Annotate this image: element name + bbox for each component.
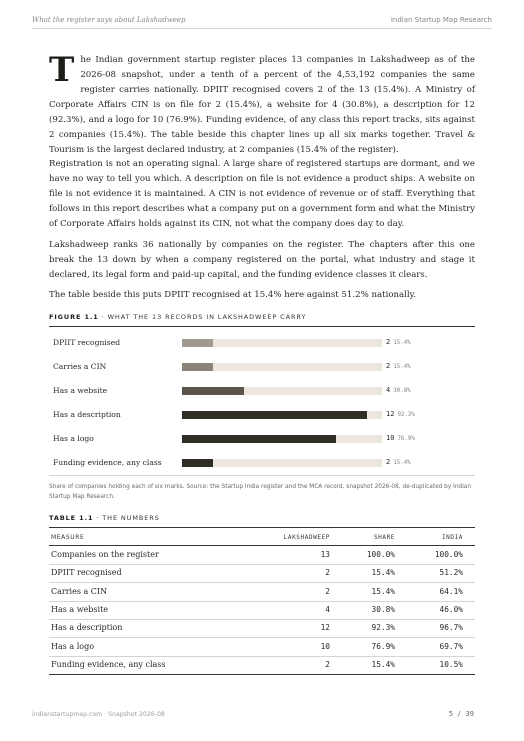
intro-paragraph	[49, 50, 475, 158]
table-row	[49, 564, 475, 583]
table-row	[49, 619, 475, 638]
running-header	[32, 13, 492, 29]
bar-count: 2	[386, 338, 391, 346]
bar-label: Has a description	[53, 410, 121, 419]
column-header-measure: MEASURE	[51, 534, 85, 541]
measure-cell: Companies on the register	[51, 550, 159, 559]
bar	[182, 339, 213, 347]
lakshadweep-cell: 4	[325, 604, 330, 614]
bar-label: Has a website	[53, 386, 108, 395]
table-number: TABLE 1.1	[49, 514, 94, 522]
table-top-rule	[49, 527, 475, 528]
bar-share: 15.4%	[393, 460, 411, 466]
bar	[182, 435, 336, 443]
total-pages: 39	[465, 710, 474, 718]
page-number	[449, 710, 474, 718]
bar-label: Funding evidence, any class	[53, 458, 162, 467]
bar-value-label	[386, 338, 411, 346]
india-cell: 64.1%	[439, 586, 463, 596]
share-cell: 15.4%	[371, 568, 395, 578]
india-cell: 10.5%	[439, 659, 463, 669]
table-row	[49, 638, 475, 657]
chart-row	[49, 383, 475, 399]
bar-label: DPIIT recognised	[53, 338, 121, 347]
table-row	[49, 656, 475, 675]
chart-row	[49, 359, 475, 375]
measure-cell: DPIIT recognised	[51, 568, 122, 578]
bar-value-label	[386, 386, 411, 394]
table-label: TABLE 1.1 · THE NUMBERS	[49, 514, 160, 522]
figure-caption: Share of companies holding each of six marks. Source: the Startup India register and the MCA record, snapshot 2026-08, de-duplicated by Indian Startup Map Research.	[49, 484, 472, 500]
bar-label: Carries a CIN	[53, 362, 107, 371]
measure-cell: Has a description	[51, 623, 123, 633]
bar-count: 10	[386, 434, 395, 442]
bar-track	[182, 387, 382, 395]
bar-value-label	[386, 410, 415, 418]
bar	[182, 363, 213, 371]
share-cell: 92.3%	[371, 623, 395, 633]
bar	[182, 459, 213, 467]
share-cell: 76.9%	[371, 641, 395, 651]
lakshadweep-cell: 10	[320, 641, 330, 651]
footer-source: indianstartupmap.com · Snapshot 2026-08	[32, 711, 165, 718]
india-cell: 69.7%	[439, 641, 463, 651]
bar-label: Has a logo	[53, 434, 94, 443]
publication-name: Indian Startup Map Research	[390, 16, 492, 24]
figure-bottom-rule	[49, 475, 475, 476]
figure-title: WHAT THE 13 RECORDS IN LAKSHADWEEP CARRY	[107, 313, 307, 321]
bar-share: 30.8%	[393, 388, 411, 394]
bar	[182, 387, 244, 395]
ranking-paragraph: Lakshadweep ranks 36 nationally by companies on the register. The chapters after this one break the 13 down by when a company registered on the portal, what industry and stage it declared, its legal form and paid-up capital, and the funding evidence classes it clears.	[49, 240, 475, 280]
bar-share: 15.4%	[393, 364, 411, 370]
table-title: THE NUMBERS	[102, 514, 160, 522]
current-page: 5	[448, 710, 453, 718]
table-row	[49, 546, 475, 565]
header-rule	[32, 28, 492, 29]
bar-count: 2	[386, 458, 391, 466]
page-separator: /	[457, 710, 462, 718]
india-cell: 100.0%	[434, 550, 463, 559]
bar-count: 4	[386, 386, 391, 394]
bar-track	[182, 459, 382, 467]
figure-label: FIGURE 1.1 · WHAT THE 13 RECORDS IN LAKSHADWEEP CARRY	[49, 313, 307, 321]
bar-share: 92.3%	[397, 412, 415, 418]
bar-share: 15.4%	[393, 340, 411, 346]
caveat-paragraph: Registration is not an operating signal. A large share of registered startups are dormant, and we have no way to tell you which. A description on file is not evidence a product ships. A website on file is not evidence it is maintained. A CIN is not evidence of revenue or of staff. Everything that follows in this report describes what a company put on a government form and what the Ministry of Corporate Affairs holds against its CIN, not what the company does day to day.	[49, 159, 475, 229]
bar-track	[182, 411, 382, 419]
running-title: What the register says about Lakshadweep	[32, 16, 186, 24]
column-header-india: INDIA	[441, 534, 463, 541]
table-row	[49, 583, 475, 602]
bar-track	[182, 363, 382, 371]
table-header	[49, 531, 475, 545]
measure-cell: Has a logo	[51, 641, 95, 651]
comparison-paragraph: The table beside this puts DPIIT recognised at 15.4% here against 51.2% nationally.	[49, 290, 417, 300]
share-cell: 15.4%	[371, 586, 395, 596]
bar-count: 2	[386, 362, 391, 370]
share-cell: 100.0%	[366, 550, 395, 559]
bar-value-label	[386, 362, 411, 370]
lakshadweep-cell: 12	[320, 623, 330, 633]
column-header-lakshadweep: LAKSHADWEEP	[283, 534, 330, 541]
figure-number: FIGURE 1.1	[49, 313, 99, 321]
lakshadweep-cell: 2	[325, 659, 330, 669]
share-cell: 15.4%	[371, 659, 395, 669]
figure-top-rule	[49, 326, 475, 327]
chart-row	[49, 407, 475, 423]
chart-row	[49, 431, 475, 447]
measure-cell: Funding evidence, any class	[51, 659, 166, 669]
column-header-share: SHARE	[373, 534, 395, 541]
drop-cap: T	[49, 50, 75, 90]
lakshadweep-cell: 2	[325, 568, 330, 578]
chart-row	[49, 455, 475, 471]
measure-cell: Carries a CIN	[51, 586, 108, 596]
india-cell: 96.7%	[439, 623, 463, 633]
india-cell: 46.0%	[439, 604, 463, 614]
bar-track	[182, 339, 382, 347]
intro-text: he Indian government startup register places 13 companies in Lakshadweep as of the 2026-08 snapshot, under a tenth of a percent of the 4,53,192 companies the same register carries nationally. DPIIT recognised covers 2 of the 13 (15.4%). A Ministry of Corporate Affairs CIN is on file for 2 (15.4%), a website for 4 (30.8%), a description for 12 (92.3%), and a logo for 10 (76.9%). Funding evidence, of any class this report tracks, sits against 2 companies (15.4%). The table beside this chapter lines up all six marks together. Travel & Tourism is the largest declared industry, at 2 companies (15.4% of the register).	[49, 55, 475, 155]
india-cell: 51.2%	[439, 568, 463, 578]
measure-cell: Has a website	[51, 604, 109, 614]
chart-row	[49, 335, 475, 351]
share-cell: 30.8%	[371, 604, 395, 614]
bar-share: 76.9%	[397, 436, 415, 442]
bar	[182, 411, 367, 419]
bar-value-label	[386, 434, 415, 442]
lakshadweep-cell: 2	[325, 586, 330, 596]
bar-track	[182, 435, 382, 443]
lakshadweep-cell: 13	[320, 550, 330, 559]
bar-value-label	[386, 458, 411, 466]
bar-count: 12	[386, 410, 395, 418]
table-row	[49, 601, 475, 620]
